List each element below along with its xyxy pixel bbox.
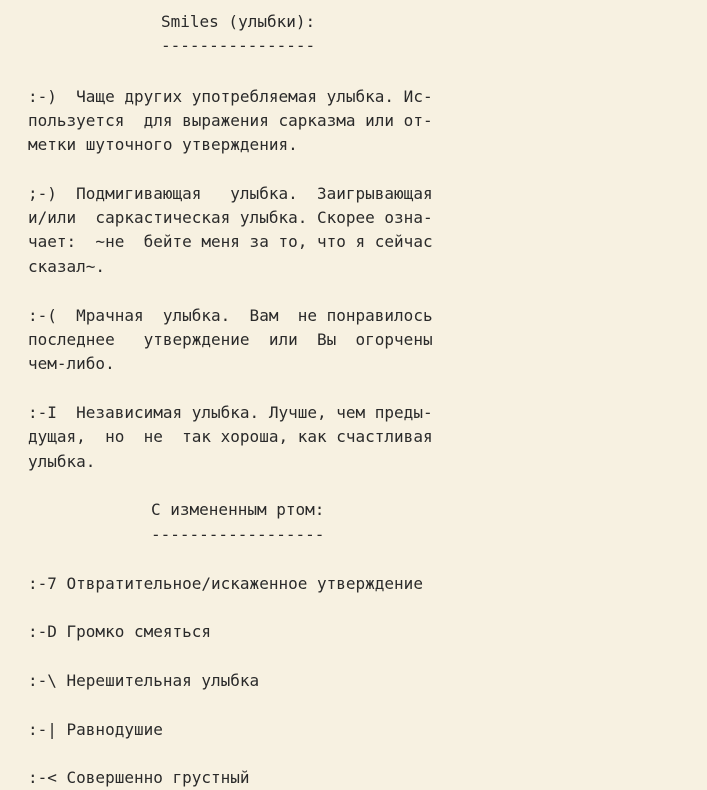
text-line: и/или саркастическая улыбка. Скорее озна-: [28, 208, 433, 227]
text-line: последнее утверждение или Вы огорчены: [28, 330, 433, 349]
smiley-entry: :-7 Отвратительное/искаженное утверждение: [28, 574, 423, 593]
smiley-entry: :-D Громко смеяться: [28, 622, 212, 641]
smiley-entry: :-\ Нерешительная улыбка: [28, 671, 260, 690]
text-line: дущая, но не так хороша, как счастливая: [28, 427, 433, 446]
text-line: :-( Мрачная улыбка. Вам не понравилось: [28, 306, 433, 325]
text-line: :-I Независимая улыбка. Лучше, чем преды-: [28, 403, 433, 422]
text-line: пользуется для выражения сарказма или от-: [28, 111, 433, 130]
text-line: метки шуточного утверждения.: [28, 135, 298, 154]
text-line: сказал~.: [28, 257, 106, 276]
section-heading-mouth: С измененным ртом:: [151, 500, 325, 519]
section-heading-underline: ------------------: [151, 525, 325, 544]
smiley-entry: :-| Равнодушие: [28, 720, 163, 739]
text-line: улыбка.: [28, 452, 96, 471]
section-heading-smiles: Smiles (улыбки):: [161, 12, 316, 31]
section-heading-underline: ----------------: [161, 36, 316, 55]
smiley-entry: :-< Совершенно грустный: [28, 768, 250, 787]
text-line: чем-либо.: [28, 354, 115, 373]
text-line: :-) Чаще других употребляемая улыбка. Ис-: [28, 87, 433, 106]
text-line: ;-) Подмигивающая улыбка. Заигрывающая: [28, 184, 433, 203]
text-line: чает: ~не бейте меня за то, что я сейчас: [28, 232, 433, 251]
